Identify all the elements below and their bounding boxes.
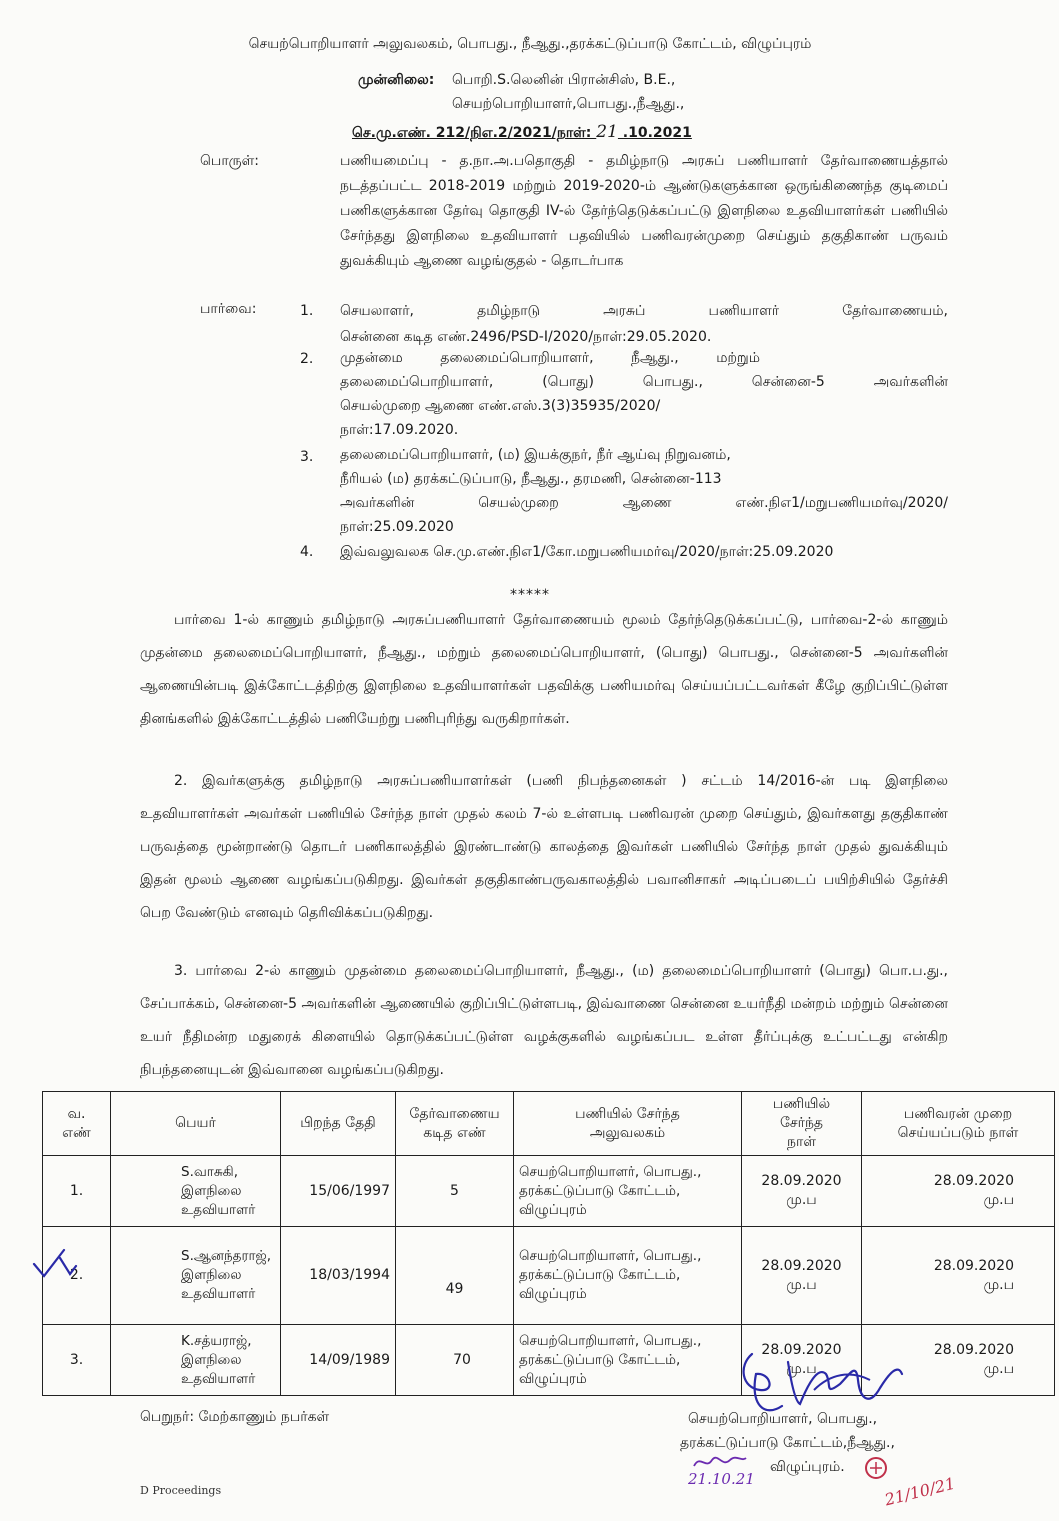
body-paragraph-2: 2. இவர்களுக்கு தமிழ்நாடு அரசுப்பணியாளர்கள் (பணி நிபந்தனைகள் ) சட்டம் 14/2016-ன் படி இளநிலை உதவியாளர்கள் அவர்கள் பணியில் சேர்ந்த நாள் முதல் கலம் 7-ல் உள்ளபடி பணிவரன் முறை செய்தும், இவர்களது தகுதிகாண் பருவத்தை மூன்றாண்டு தொடர் பணிகாலத்தில் இரண்டாண்டு காலத்தை இவர்கள் பணியில் சேர்ந்த நாள் முதல் துவக்கியும் இதன் மூலம் ஆணை வழங்கப்படுகிறது. இவர்கள் தகுதிகாண்பருவகாலத்தில் பவானிசாகர் அடிப்படைப் பயிற்சியில் தேர்ச்சி பெற வேண்டும் எனவும் தெரிவிக்கப்படுகிறது. [140,773,948,921]
reference-line: சென்னை கடித எண்.2496/PSD-I/2020/நாள்:29.05.2020. [340,329,712,345]
reference-item [340,443,948,539]
cell-join-date: 28.09.2020 மு.ப [742,1227,862,1325]
reference-num: 3. [300,449,314,465]
header-regularisation-date: பணிவரன் முறை செய்யப்படும் நாள் [862,1092,1055,1156]
cell-name: S.ஆனந்தராஜ், இளநிலை உதவியாளர் [111,1227,281,1325]
office-heading: செயற்பொறியாளர் அலுவலகம், பொபது., நீஆது.,தரக்கட்டுப்பாடு கோட்டம், விழுப்புரம் [248,36,812,52]
reference-line: முதன்மை தலைமைப்பொறியாளர், நீஆது., மற்றும் [340,350,760,366]
reference-item [340,539,948,565]
table-row [43,1156,1055,1227]
presence-label: முன்னிலை: [358,72,435,88]
reference-item [340,298,948,350]
body-paragraph-1: பார்வை 1-ல் காணும் தமிழ்நாடு அரசுப்பணியாளர் தேர்வாணையம் மூலம் தேர்ந்தெடுக்கப்பட்டு, பார்வை-2-ல் காணும் முதன்மை தலைமைப்பொறியாளர், நீஆது., மற்றும் தலைமைப்பொறியாளர், (பொது) பொபது., சென்னை-5 அவர்களின் ஆணையின்படி இக்கோட்டத்திற்கு இளநிலை உதவியாளர்கள் பதவிக்கு பணியமர்வு செய்யப்பட்டவர்கள் கீழே குறிப்பிட்டுள்ள தினங்களில் இக்கோட்டத்தில் பணியேற்று பணிபுரிந்து வருகிறார்கள். [140,612,948,727]
subject-label: பொருள்: [200,153,259,169]
signatory-line-1: செயற்பொறியாளர், பொபது., [688,1411,878,1427]
reference-number-text: செ.மு.எண். 212/நிஎ.2/2021/நாள்: [352,125,597,141]
initials-icon [690,1452,750,1472]
reference-line: தலைமைப்பொறியாளர், (ம) இயக்குநர், நீர் ஆய்வு நிறுவனம், [340,447,731,463]
cell-letter-no: 70 [396,1325,514,1396]
handwritten-corner-date: 21/10/21 [882,1473,958,1510]
reference-line: செயல்முறை ஆணை எண்.எஸ்.3(3)35935/2020/ [340,398,661,414]
references-label: பார்வை: [200,301,257,317]
header-sno: வ. எண் [43,1092,111,1156]
handwritten-initial-date: 21.10.21 [688,1470,755,1488]
reference-date-rest: .10.2021 [617,125,692,141]
cell-sno: 3. [43,1325,111,1396]
reference-num: 2. [300,351,314,367]
reference-line: நீரியல் (ம) தரக்கட்டுப்பாடு, நீஆது., தரமணி, சென்னை-113 [340,471,722,487]
section-separator: ***** [510,587,550,603]
cell-regularisation-date: 28.09.2020 மு.ப [862,1227,1055,1325]
presence-designation: செயற்பொறியாளர்,பொபது.,நீஆது., [452,96,685,112]
signatory-line-3: விழுப்புரம். [770,1459,845,1475]
reference-number [352,119,692,146]
cell-regularisation-date: 28.09.2020 மு.ப [862,1325,1055,1396]
reference-line: நாள்:25.09.2020 [340,519,454,535]
tick-mark-icon [30,1244,90,1284]
header-join-date: பணியில் சேர்ந்த நாள் [742,1092,862,1156]
body-paragraph-3: 3. பார்வை 2-ல் காணும் முதன்மை தலைமைப்பொறியாளர், நீஆது., (ம) தலைமைப்பொறியாளர் (பொது) பொ.ப.து., சேப்பாக்கம், சென்னை-5 அவர்களின் ஆணையில் குறிப்பிட்டுள்ளபடி, இவ்வாணை சென்னை உயர்நீதி மன்றம் மற்றும் சென்னை உயர் நீதிமன்ற மதுரைக் கிளையில் தொடுக்கப்பட்டுள்ள வழக்குகளில் வழங்கப்பட உள்ள தீர்ப்புக்கு உட்பட்டது என்கிற நிபந்தனையுடன் இவ்வானை வழங்கப்படுகிறது. [140,963,948,1078]
reference-line: இவ்வலுவலக செ.மு.எண்.நிஎ1/கோ.மறுபணியமர்வு/2020/நாள்:25.09.2020 [340,544,834,560]
reference-line: செயலாளர், தமிழ்நாடு அரசுப் பணியாளர் தேர்வாணையம், [340,303,948,319]
reference-line: நாள்:17.09.2020. [340,422,459,438]
cell-sno: 1. [43,1156,111,1227]
cell-name: S.வாசுகி, இளநிலை உதவியாளர் [111,1156,281,1227]
cell-name: K.சத்யராஜ், இளநிலை உதவியாளர் [111,1325,281,1396]
cell-dob: 14/09/1989 [281,1325,396,1396]
reference-num: 4. [300,544,314,560]
table-header-row [43,1092,1055,1156]
header-name: பெயர் [111,1092,281,1156]
reference-item [340,346,948,442]
cell-office: செயற்பொறியாளர், பொபது., தரக்கட்டுப்பாடு கோட்டம், விழுப்புரம் [514,1156,742,1227]
cell-office: செயற்பொறியாளர், பொபது., தரக்கட்டுப்பாடு கோட்டம், விழுப்புரம் [514,1325,742,1396]
cell-regularisation-date: 28.09.2020 மு.ப [862,1156,1055,1227]
subject-text: பணியமைப்பு - த.நா.அ.பதொகுதி - தமிழ்நாடு அரசுப் பணியாளர் தேர்வாணையத்தால் நடத்தப்பட்ட 2018-2019 மற்றும் 2019-2020-ம் ஆண்டுகளுக்கான ஒருங்கிணைந்த குடிமைப் பணிகளுக்கான தேர்வு தொகுதி IV-ல் தேர்ந்தெடுக்கப்பட்டு இளநிலை உதவியாளர்கள் பணியில் சேர்ந்தது இளநிலை உதவியாளர் பதவியில் பணிவரன்முறை செய்தும் தகுதிகாண் பருவம் துவக்கியும் ஆணை வழங்குதல் - தொடர்பாக [340,153,948,269]
cell-join-date: 28.09.2020 மு.ப [742,1156,862,1227]
reference-line: அவர்களின் செயல்முறை ஆணை எண்.நிஎ1/மறுபணியமர்வு/2020/ [340,495,948,511]
reference-line: தலைமைப்பொறியாளர், (பொது) பொபது., சென்னை-5 அவர்களின் [340,374,948,390]
footer-label: D Proceedings [140,1484,222,1497]
header-office: பணியில் சேர்ந்த அலுவலகம் [514,1092,742,1156]
cell-join-date: 28.09.2020 மு.ப [742,1325,862,1396]
recipient-line: பெறுநர்: மேற்காணும் நபர்கள் [140,1409,330,1425]
reference-date-handwritten: 21 [596,122,618,142]
cell-letter-no: 49 [396,1227,514,1325]
header-letter-no: தேர்வாணைய கடித எண் [396,1092,514,1156]
header-dob: பிறந்த தேதி [281,1092,396,1156]
cell-dob: 15/06/1997 [281,1156,396,1227]
table-row [43,1227,1055,1325]
cell-dob: 18/03/1994 [281,1227,396,1325]
cell-office: செயற்பொறியாளர், பொபது., தரக்கட்டுப்பாடு கோட்டம், விழுப்புரம் [514,1227,742,1325]
signatory-line-2: தரக்கட்டுப்பாடு கோட்டம்,நீஆது., [680,1435,895,1451]
reference-num: 1. [300,303,314,319]
cell-letter-no: 5 [396,1156,514,1227]
presence-name: பொறி.S.லெனின் பிரான்சிஸ், B.E., [452,72,676,88]
cell-sno: 2. [43,1227,111,1325]
seal-icon [862,1454,890,1482]
